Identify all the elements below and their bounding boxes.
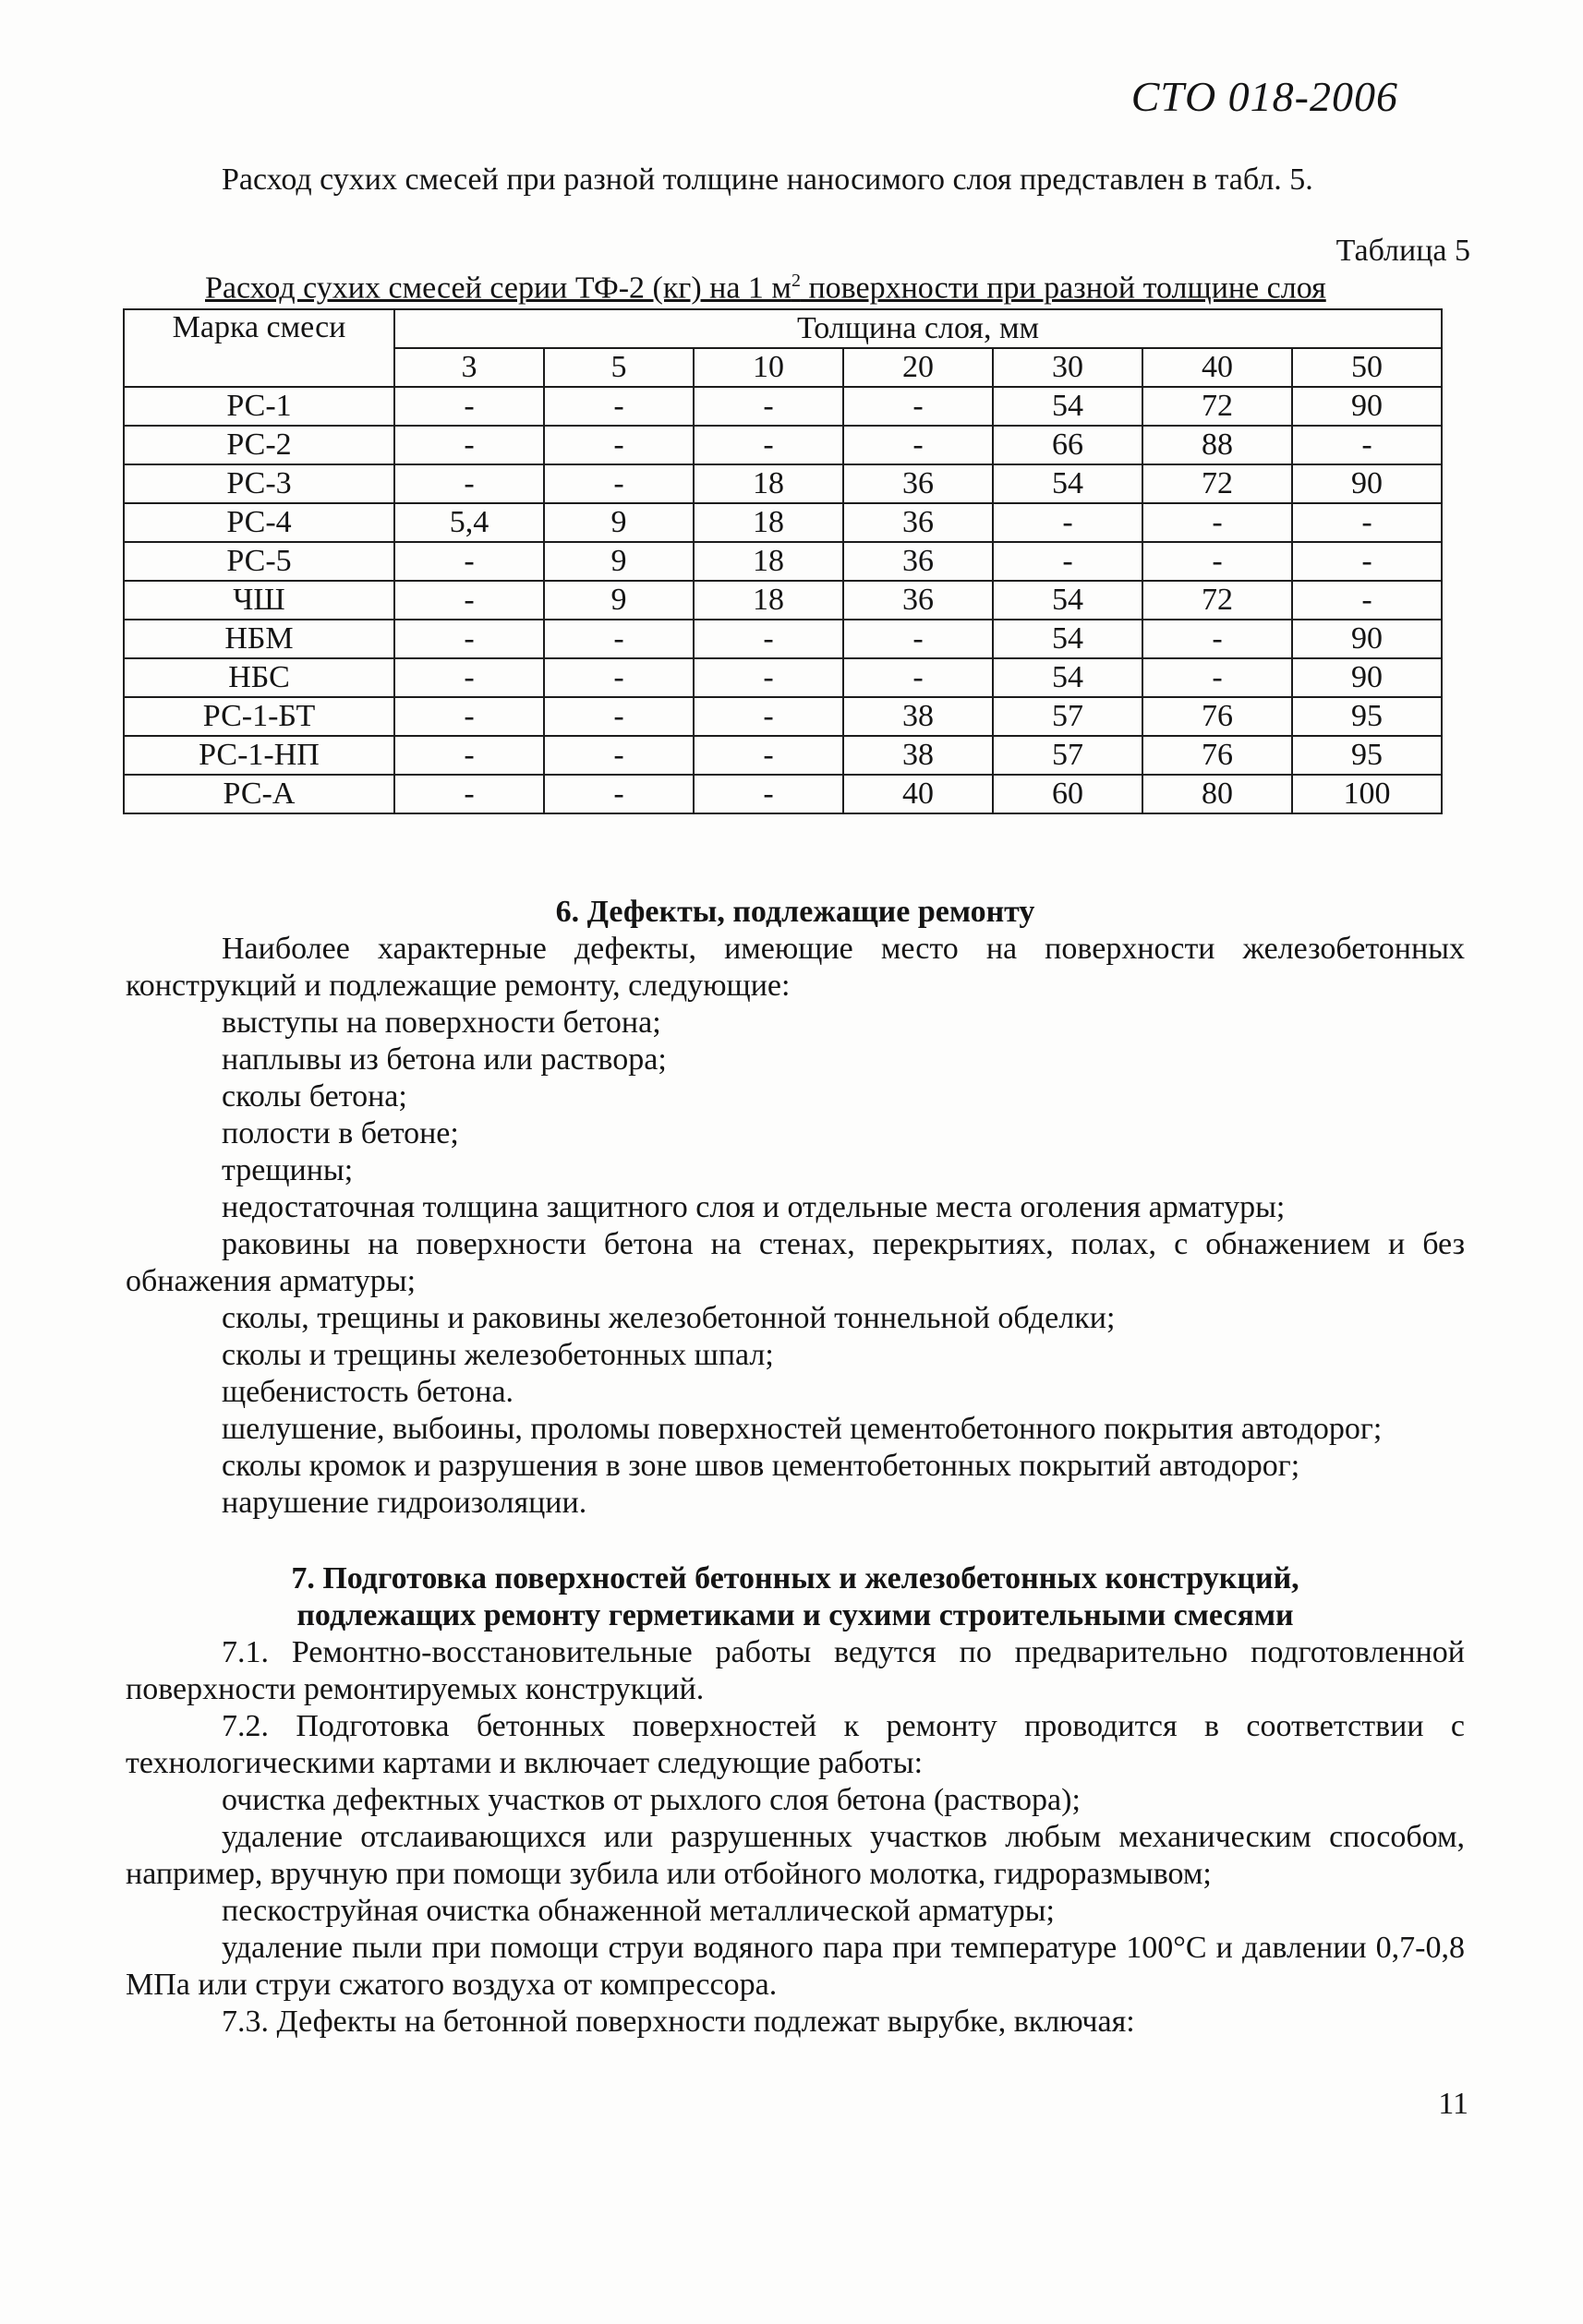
paragraph-7-1: 7.1. Ремонтно-восстановительные работы ведутся по предварительно подготовленной поверхности ремонтируемых конструкций. — [126, 1635, 1465, 1706]
consumption-cell: 72 — [1142, 581, 1292, 620]
work-list-item: очистка дефектных участков от рыхлого слоя бетона (раствора); — [222, 1783, 1081, 1817]
consumption-cell: - — [1292, 426, 1442, 464]
section-6-defect-list — [126, 1005, 1465, 1522]
section-6-lead: Наиболее характерные дефекты, имеющие место на поверхности железобетонных конструкций и подлежащие ремонту, следующие: — [126, 932, 1465, 1003]
consumption-cell: 88 — [1142, 426, 1292, 464]
consumption-cell: - — [544, 387, 694, 426]
consumption-cell: 60 — [993, 775, 1142, 813]
consumption-cell: 36 — [843, 503, 993, 542]
thickness-col-header: 3 — [394, 348, 544, 387]
page-number: 11 — [1438, 2087, 1468, 2121]
consumption-cell: - — [843, 387, 993, 426]
document-code: СТО 018-2006 — [1130, 73, 1398, 120]
consumption-cell: 76 — [1142, 736, 1292, 775]
thickness-col-header: 5 — [544, 348, 694, 387]
intro-text: Расход сухих смесей при разной толщине наносимого слоя представлен в табл. 5. — [222, 163, 1313, 197]
consumption-cell: - — [394, 775, 544, 813]
consumption-cell: - — [394, 581, 544, 620]
consumption-cell: - — [1292, 542, 1442, 581]
mix-mark-cell: РС-4 — [124, 503, 394, 542]
consumption-cell: - — [694, 387, 843, 426]
consumption-cell: - — [1142, 503, 1292, 542]
consumption-cell: - — [544, 464, 694, 503]
table-caption-end: поверхности при разной толщине слоя — [800, 271, 1326, 306]
consumption-cell: 5,4 — [394, 503, 544, 542]
consumption-cell: - — [1142, 620, 1292, 658]
consumption-cell: 57 — [993, 697, 1142, 736]
consumption-cell: - — [843, 658, 993, 697]
consumption-cell: - — [544, 736, 694, 775]
col-thickness-header: Толщина слоя, мм — [394, 309, 1442, 348]
consumption-cell: - — [1292, 581, 1442, 620]
consumption-cell: 90 — [1292, 464, 1442, 503]
section-7-title-line2: подлежащих ремонту герметиками и сухими строительными смесями — [296, 1598, 1294, 1632]
consumption-cell: 72 — [1142, 464, 1292, 503]
table-row — [124, 581, 1442, 620]
table-caption-sup: 2 — [791, 271, 801, 291]
work-list-item: удаление отслаивающихся или разрушенных участков любым механическим способом, например, вручную при помощи зубила или отбойного молотка, гидроразмывом; — [126, 1820, 1465, 1891]
consumption-cell: - — [694, 697, 843, 736]
mix-mark-cell: НБМ — [124, 620, 394, 658]
consumption-cell: 36 — [843, 581, 993, 620]
table-caption-start: Расход сухих смесей серии ТФ-2 (кг) на 1 м — [205, 271, 792, 306]
consumption-cell: 38 — [843, 697, 993, 736]
thickness-col-header: 20 — [843, 348, 993, 387]
table-row — [124, 736, 1442, 775]
consumption-cell: 72 — [1142, 387, 1292, 426]
consumption-cell: - — [1142, 542, 1292, 581]
defect-list-item: трещины; — [222, 1153, 354, 1187]
mix-mark-cell: РС-2 — [124, 426, 394, 464]
thickness-col-header: 40 — [1142, 348, 1292, 387]
table-row — [124, 387, 1442, 426]
thickness-col-header: 50 — [1292, 348, 1442, 387]
consumption-cell: 36 — [843, 542, 993, 581]
consumption-cell: 80 — [1142, 775, 1292, 813]
defect-list-item: сколы, трещины и раковины железобетонной тоннельной обделки; — [222, 1301, 1116, 1335]
defect-list-item: сколы кромок и разрушения в зоне швов цементобетонных покрытий автодорог; — [222, 1449, 1300, 1483]
consumption-cell: 9 — [544, 503, 694, 542]
defect-list-item: недостаточная толщина защитного слоя и отдельные места оголения арматуры; — [222, 1190, 1286, 1224]
table-row — [124, 426, 1442, 464]
consumption-cell: 9 — [544, 581, 694, 620]
defect-list-item: раковины на поверхности бетона на стенах, перекрытиях, полах, с обнажением и без обнажения арматуры; — [126, 1227, 1465, 1298]
consumption-cell: 95 — [1292, 697, 1442, 736]
dry-mix-consumption-table — [123, 308, 1443, 814]
consumption-cell: 18 — [694, 464, 843, 503]
consumption-cell: 90 — [1292, 387, 1442, 426]
consumption-cell: - — [394, 387, 544, 426]
defect-list-item: наплывы из бетона или раствора; — [222, 1042, 667, 1077]
consumption-cell: - — [394, 620, 544, 658]
consumption-cell: 18 — [694, 542, 843, 581]
thickness-col-header: 30 — [993, 348, 1142, 387]
consumption-cell: - — [694, 658, 843, 697]
defect-list-item: нарушение гидроизоляции. — [222, 1486, 587, 1520]
consumption-cell: 54 — [993, 658, 1142, 697]
defect-list-item: сколы и трещины железобетонных шпал; — [222, 1338, 774, 1372]
mix-mark-cell: РС-1 — [124, 387, 394, 426]
consumption-cell: - — [394, 542, 544, 581]
mix-mark-cell: РС-5 — [124, 542, 394, 581]
thickness-col-header: 10 — [694, 348, 843, 387]
consumption-cell: - — [993, 542, 1142, 581]
table-row — [124, 464, 1442, 503]
defect-list-item: выступы на поверхности бетона; — [222, 1005, 661, 1040]
paragraph-7-3: 7.3. Дефекты на бетонной поверхности подлежат вырубке, включая: — [222, 2005, 1135, 2039]
consumption-cell: 76 — [1142, 697, 1292, 736]
consumption-cell: 54 — [993, 620, 1142, 658]
consumption-cell: 54 — [993, 581, 1142, 620]
consumption-cell: 66 — [993, 426, 1142, 464]
mix-mark-cell: РС-1-НП — [124, 736, 394, 775]
consumption-cell: - — [394, 736, 544, 775]
consumption-cell: - — [544, 620, 694, 658]
section-6 — [126, 894, 1465, 1522]
consumption-cell: - — [694, 620, 843, 658]
consumption-cell: - — [394, 697, 544, 736]
col-mark-header: Марка смеси — [124, 309, 394, 387]
work-list-item: удаление пыли при помощи струи водяного пара при температуре 100°С и давлении 0,7-0,8 МПа или струи сжатого воздуха от компрессора. — [126, 1931, 1465, 2002]
consumption-cell: - — [694, 736, 843, 775]
consumption-cell: 36 — [843, 464, 993, 503]
consumption-cell: 90 — [1292, 658, 1442, 697]
section-7-title-line1: 7. Подготовка поверхностей бетонных и железобетонных конструкций, — [291, 1561, 1299, 1595]
table-caption — [205, 271, 1326, 306]
consumption-cell: - — [544, 426, 694, 464]
work-list-item: пескоструйная очистка обнаженной металлической арматуры; — [222, 1894, 1055, 1928]
table-row — [124, 620, 1442, 658]
section-7-work-list — [126, 1782, 1465, 2004]
table-row — [124, 503, 1442, 542]
consumption-cell: - — [843, 426, 993, 464]
consumption-cell: - — [694, 775, 843, 813]
table-header-row — [124, 309, 1442, 348]
consumption-cell: - — [544, 775, 694, 813]
mix-mark-cell: РС-А — [124, 775, 394, 813]
consumption-cell: 54 — [993, 387, 1142, 426]
table-row — [124, 775, 1442, 813]
consumption-cell: 38 — [843, 736, 993, 775]
consumption-cell: - — [394, 464, 544, 503]
consumption-cell: 18 — [694, 581, 843, 620]
section-7 — [126, 1560, 1465, 2041]
consumption-cell: - — [544, 697, 694, 736]
consumption-cell: 90 — [1292, 620, 1442, 658]
consumption-cell: - — [843, 620, 993, 658]
consumption-cell: 57 — [993, 736, 1142, 775]
mix-mark-cell: НБС — [124, 658, 394, 697]
table-row — [124, 697, 1442, 736]
defect-list-item: полости в бетоне; — [222, 1116, 459, 1150]
table-number: Таблица 5 — [1335, 234, 1470, 268]
consumption-cell: 40 — [843, 775, 993, 813]
mix-mark-cell: РС-1-БТ — [124, 697, 394, 736]
defect-list-item: шелушение, выбоины, проломы поверхностей цементобетонного покрытия автодорог; — [222, 1412, 1383, 1446]
paragraph-7-2: 7.2. Подготовка бетонных поверхностей к ремонту проводится в соответствии с технологическими картами и включает следующие работы: — [126, 1709, 1465, 1780]
mix-mark-cell: ЧШ — [124, 581, 394, 620]
defect-list-item: щебенистость бетона. — [222, 1375, 514, 1409]
consumption-cell: - — [1292, 503, 1442, 542]
mix-mark-cell: РС-3 — [124, 464, 394, 503]
consumption-cell: - — [993, 503, 1142, 542]
consumption-cell: - — [544, 658, 694, 697]
intro-paragraph — [126, 162, 1465, 199]
consumption-cell: 95 — [1292, 736, 1442, 775]
consumption-cell: - — [1142, 658, 1292, 697]
consumption-cell: 9 — [544, 542, 694, 581]
consumption-cell: - — [394, 426, 544, 464]
consumption-cell: - — [694, 426, 843, 464]
consumption-cell: 54 — [993, 464, 1142, 503]
consumption-cell: 100 — [1292, 775, 1442, 813]
table-row — [124, 658, 1442, 697]
consumption-cell: - — [394, 658, 544, 697]
defect-list-item: сколы бетона; — [222, 1079, 407, 1114]
section-6-title: 6. Дефекты, подлежащие ремонту — [555, 895, 1035, 929]
table-body — [124, 387, 1442, 813]
table-row — [124, 542, 1442, 581]
consumption-cell: 18 — [694, 503, 843, 542]
